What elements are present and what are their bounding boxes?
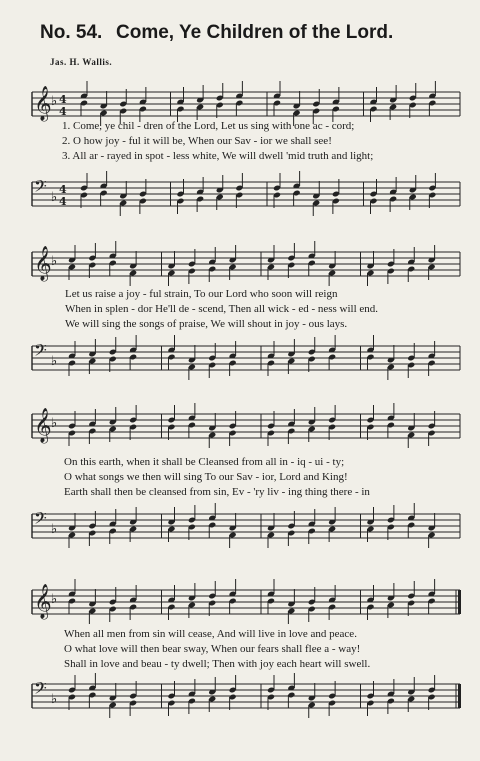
hymn-header [40,18,460,48]
flat-icon: ♭ [51,254,58,269]
time-signature-top: 4 [59,93,67,106]
flat-icon: ♭ [51,94,58,109]
flat-icon: ♭ [51,416,58,431]
final-barline [458,590,461,614]
treble-clef-icon: 𝄞 [34,246,52,281]
bass-clef-icon: 𝄢 [34,508,47,532]
hymn-title: Come, Ye Children of the Lord. [116,22,394,43]
composer-credit: Jas. H. Wallis. [50,57,113,67]
lyric-verse-2: 2. O how joy - ful it will be, When our Sav - ior we shall see! [62,135,332,147]
lyric-verse-2: O what songs we then will sing To our Sav - ior, Lord and King! [64,471,348,483]
flat-icon: ♭ [51,692,58,707]
treble-staff-4 [0,576,480,636]
hymn-number: No. 54. [40,22,103,43]
bass-staff-3 [0,500,480,560]
flat-icon: ♭ [51,592,58,607]
time-signature-top: 4 [59,183,67,196]
flat-icon: ♭ [51,190,58,205]
lyric-verse-1: Let us raise a joy - ful strain, To our Lord who soon will reign [65,288,338,300]
lyric-verse-3: Earth shall then be cleansed from sin, Ev - 'ry liv - ing thing there - in [64,486,370,498]
treble-clef-icon: 𝄞 [34,584,52,619]
time-signature-bottom: 4 [59,105,67,118]
time-signature-bottom: 4 [59,195,67,208]
bass-staff-1 [0,168,480,228]
lyric-verse-1: 1. Come, ye chil - dren of the Lord, Let us sing with one ac - cord; [62,120,355,132]
lyric-verse-3: We will sing the songs of praise, We will shout in joy - ous lays. [65,318,348,330]
bass-staff-2 [0,332,480,392]
treble-clef-icon: 𝄞 [34,408,52,443]
flat-icon: ♭ [51,354,58,369]
lyric-verse-2: O what love will then bear sway, When our fears shall flee a - way! [64,643,361,655]
bass-clef-icon: 𝄢 [34,176,47,200]
final-barline [458,684,461,708]
bass-clef-icon: 𝄢 [34,340,47,364]
lyric-verse-3: 3. All ar - rayed in spot - less white, We will dwell 'mid truth and light; [62,150,374,162]
lyric-verse-1: On this earth, when it shall be Cleansed from all in - iq - ui - ty; [64,456,345,468]
bass-staff-4 [0,670,480,730]
flat-icon: ♭ [51,522,58,537]
bass-clef-icon: 𝄢 [34,678,47,702]
lyric-verse-1: When all men from sin will cease, And will live in love and peace. [64,628,357,640]
treble-clef-icon: 𝄞 [34,86,52,121]
lyric-verse-2: When in splen - dor He'll de - scend, Then all wick - ed - ness will end. [65,303,379,315]
lyric-verse-3: Shall in love and beau - ty dwell; Then with joy each heart will swell. [64,658,371,670]
treble-staff-3 [0,400,480,460]
